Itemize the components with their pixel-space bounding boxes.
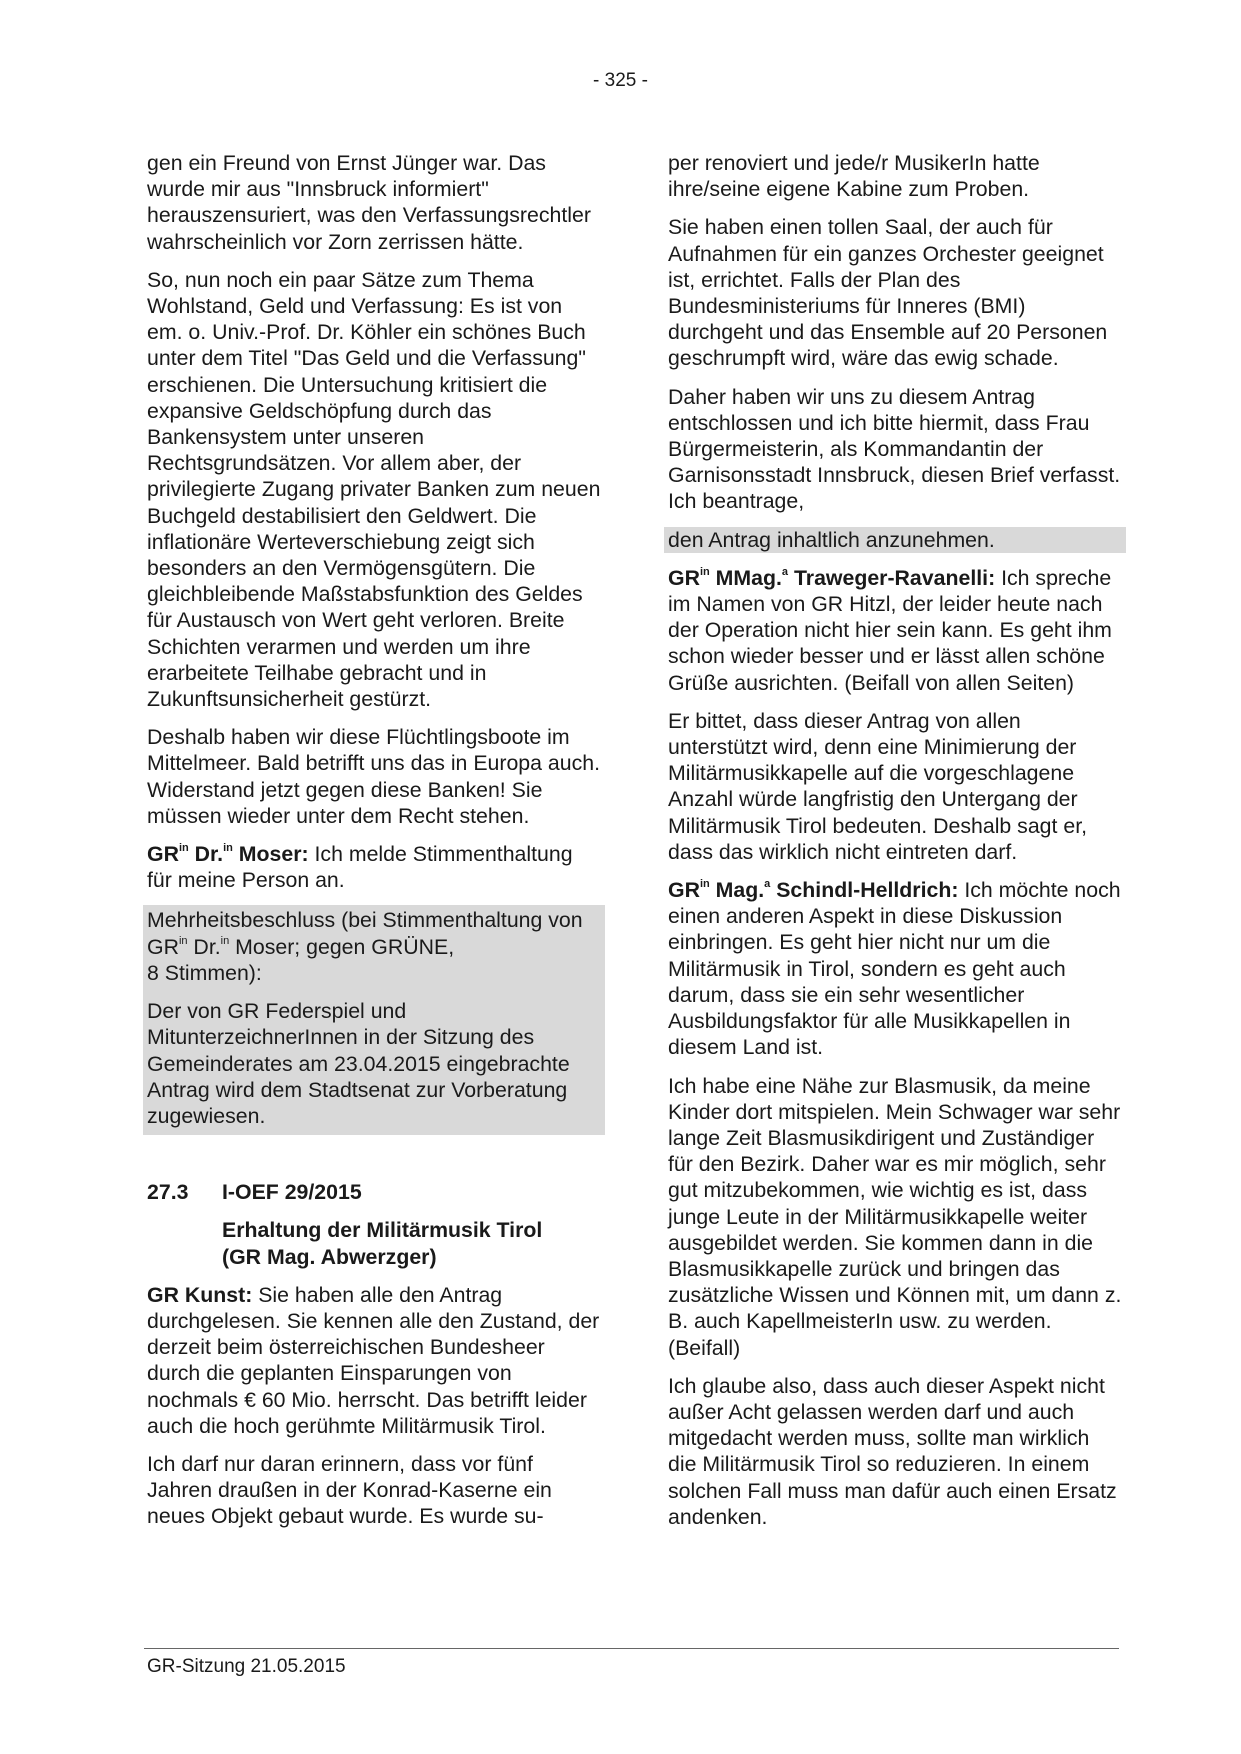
section-number: 27.3: [147, 1180, 189, 1205]
paragraph: So, nun noch ein paar Sätze zum Thema Wohlstand, Geld und Verfassung: Es ist von em. o. Univ.-Prof. Dr. Köhler ein schönes Buch unter dem Titel "Das Geld und die Verfassung" erschienen. Die Untersuchung kritisiert die expansive Geldschöpfung durch das Bankensystem unter unseren Rechtsgrundsätzen. Vor allem aber, der privilegierte Zugang privater Banken zum neuen Buchgeld destabilisiert den Geldwert. Die inflationäre Werteverschiebung zeigt sich besonders an den Vermögensgütern. Die gleichbleibende Maßstabsfunktion des Geldes für Austausch von Wert geht verloren. Breite Schichten verarmen und werden um ihre erarbeitete Teilhabe gebracht und in Zukunftsunsicherheit gestürzt.: [147, 267, 601, 712]
paragraph: Ich glaube also, dass auch dieser Aspekt nicht außer Acht gelassen werden darf und auch mitgedacht werden muss, sollte man wirklich die Militärmusik Tirol so reduzieren. In einem solchen Fall muss man dafür auch einen Ersatz andenken.: [668, 1373, 1117, 1529]
motion-box: den Antrag inhaltlich anzunehmen.: [664, 527, 1126, 553]
speech-moser: $GR^{in}$ Dr.$^{in}$ Moser: Ich melde Stimmenthaltung für meine Person an.: [147, 842, 573, 893]
resolution-vote: Mehrheitsbeschluss (bei Stimmenthaltung von $GR^{in}$ Dr.$^{in}$ Moser; gegen GRÜNE, 8 Stimmen):: [147, 908, 583, 985]
right-column: [668, 150, 1122, 1542]
paragraph: Daher haben wir uns zu diesem Antrag entschlossen und ich bitte hiermit, dass Frau Bürgermeisterin, als Kommandantin der Garnisonsstadt Innsbruck, diesen Brief verfasst. Ich beantrage,: [668, 384, 1121, 514]
resolution-box: [143, 905, 605, 1135]
paragraph: Ich habe eine Nähe zur Blasmusik, da meine Kinder dort mitspielen. Mein Schwager war sehr lange Zeit Blasmusikdirigent und Zuständiger für den Bezirk. Daher war es mir möglich, sehr gut mitzubekommen, wie wichtig es ist, dass junge Leute in der Militärmusikkapelle weiter ausgebildet werden. Sie kommen dann in die Blasmusikkapelle zurück und bringen das zusätzliche Wissen und Können mit, um dann z. B. auch KapellmeisterIn usw. zu werden. (Beifall): [668, 1073, 1122, 1360]
footer-divider: [144, 1648, 1119, 1649]
speaker-name: $GR^{in}$ Mag.$^a$ Schindl-Helldrich:: [668, 878, 959, 903]
speaker-name: $GR^{in}$ Dr.$^{in}$ Moser:: [147, 842, 309, 867]
paragraph: gen ein Freund von Ernst Jünger war. Das wurde mir aus "Innsbruck informiert" herauszensuriert, was den Verfassungsrechtler wahrscheinlich vor Zorn zerrissen hätte.: [147, 151, 591, 254]
speaker-name: $GR^{in}$ MMag.$^a$ Traweger-Ravanelli:: [668, 565, 996, 590]
footer-text: GR-Sitzung 21.05.2015: [147, 1656, 346, 1677]
paragraph: Ich darf nur daran erinnern, dass vor fünf Jahren draußen in der Konrad-Kaserne ein neues Objekt gebaut wurde. Es wurde su-: [147, 1451, 552, 1529]
paragraph: Er bittet, dass dieser Antrag von allen unterstützt wird, denn eine Minimierung der Militärmusikkapelle auf die vorgeschlagene Anzahl würde langfristig den Untergang der Militärmusik Tirol bedeuten. Deshalb sagt er, dass das wirklich nicht eintreten darf.: [668, 708, 1088, 864]
paragraph: Sie haben einen tollen Saal, der auch für Aufnahmen für ein ganzes Orchester geeignet ist, errichtet. Falls der Plan des Bundesministeriums für Inneres (BMI) durchgeht und das Ensemble auf 20 Personen geschrumpft wird, wäre das ewig schade.: [668, 215, 1108, 371]
section-heading: [147, 1179, 601, 1205]
speech-kunst: GR Kunst: Sie haben alle den Antrag durchgelesen. Sie kennen alle den Zustand, der derzeit beim österreichischen Bundesheer durch die geplanten Einsparungen von nochmals € 60 Mio. herrscht. Das betrifft leider auch die hoch gerühmte Militärmusik Tirol.: [147, 1282, 600, 1438]
section-title: Erhaltung der Militärmusik Tirol (GR Mag. Abwerzger): [222, 1218, 543, 1269]
page-number: - 325 -: [593, 70, 648, 91]
speech-schindl: $GR^{in}$ Mag.$^a$ Schindl-Helldrich: Ich möchte noch einen anderen Aspekt in diese Diskussion einbringen. Es geht hier nicht nur um die Militärmusik in Tirol, sondern es geht auch darum, dass sie ein sehr wesentlicher Ausbildungsfaktor für alle Musikkapellen in diesem Land ist.: [668, 878, 1121, 1060]
resolution-text: Der von GR Federspiel und MitunterzeichnerInnen in der Sitzung des Gemeinderates am 23.04.2015 eingebrachte Antrag wird dem Stadtsenat zur Vorberatung zugewiesen.: [147, 999, 570, 1128]
paragraph: Deshalb haben wir diese Flüchtlingsboote im Mittelmeer. Bald betrifft uns das in Europa auch. Widerstand jetzt gegen diese Banken! Sie müssen wieder unter dem Recht stehen.: [147, 725, 601, 828]
section-code: I-OEF 29/2015: [222, 1180, 362, 1205]
paragraph: per renoviert und jede/r MusikerIn hatte ihre/seine eigene Kabine zum Proben.: [668, 151, 1040, 202]
speech-traweger: $GR^{in}$ MMag.$^a$ Traweger-Ravanelli: Ich spreche im Namen von GR Hitzl, der leider heute nach der Operation nicht hier sein kann. Es geht ihm schon wieder besser und er lässt allen schöne Grüße ausrichten. (Beifall von allen Seiten): [668, 565, 1112, 695]
left-column: [147, 150, 601, 1542]
speaker-name: GR Kunst:: [147, 1282, 253, 1307]
